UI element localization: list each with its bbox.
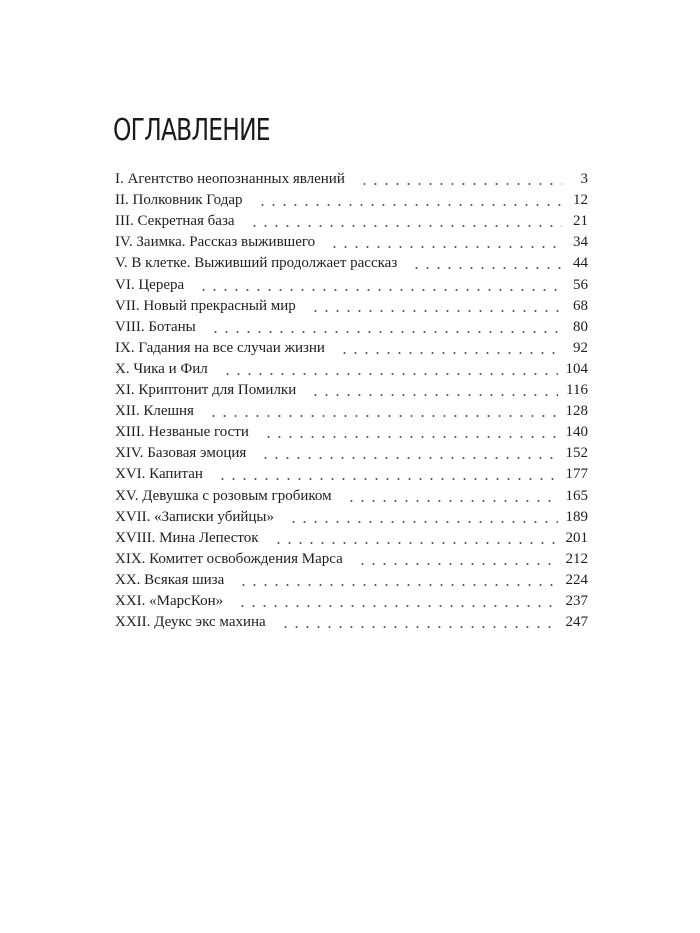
toc-entry: [115, 589, 588, 610]
toc-entry: [115, 568, 588, 589]
toc-entry: [115, 167, 588, 188]
toc-entry: [115, 420, 588, 441]
toc-entry-page-number: 116: [566, 382, 588, 399]
toc-entry-title: VI. Церера: [115, 276, 185, 293]
toc-entry: [115, 441, 588, 462]
toc-entry-title: IX. Гадания на все случаи жизни: [115, 339, 325, 356]
toc-entry: [115, 378, 588, 399]
toc-dot-leader: [310, 310, 562, 312]
toc-dot-leader: [310, 394, 558, 396]
toc-entry-title: XV. Девушка с розовым гробиком: [115, 487, 332, 504]
toc-entry: [115, 357, 588, 378]
toc-entry-page-number: 104: [565, 360, 588, 377]
toc-entry: [115, 399, 588, 420]
toc-entry-title: XX. Всякая шиза: [115, 571, 225, 588]
toc-entry-page-number: 3: [580, 171, 588, 188]
toc-entry-page-number: 212: [565, 550, 588, 567]
toc-entry-title: XIX. Комитет освобождения Марса: [115, 550, 343, 567]
toc-dot-leader: [249, 225, 562, 227]
toc-entry-title: VIII. Ботаны: [115, 318, 196, 335]
toc-entry: [115, 315, 588, 336]
toc-dot-leader: [280, 626, 558, 628]
toc-entry: [115, 294, 588, 315]
toc-entry-title: XIII. Незваные гости: [115, 424, 249, 441]
toc-entry: [115, 505, 588, 526]
toc-entry-page-number: 92: [573, 339, 588, 356]
toc-entry: [115, 336, 588, 357]
toc-entry-title: I. Агентство неопознанных явлений: [115, 171, 345, 188]
toc-dot-leader: [263, 436, 558, 438]
toc-entry-page-number: 189: [565, 508, 588, 525]
toc-entry-page-number: 44: [573, 255, 588, 272]
toc-entry-title: III. Секретная база: [115, 213, 235, 230]
toc-entry-title: XVII. «Записки убийцы»: [115, 508, 275, 525]
toc-entry-title: XIV. Базовая эмоция: [115, 445, 247, 462]
toc-dot-leader: [411, 267, 562, 269]
toc-entry-page-number: 21: [573, 213, 588, 230]
toc-dot-leader: [237, 605, 557, 607]
toc-dot-leader: [346, 500, 558, 502]
toc-entry-page-number: 34: [573, 234, 588, 251]
toc-entry: [115, 209, 588, 230]
toc-dot-leader: [329, 246, 562, 248]
toc-entry: [115, 610, 588, 631]
toc-title: ОГЛАВЛЕНИЕ: [113, 113, 270, 148]
toc-dot-leader: [357, 563, 558, 565]
toc-entry-page-number: 80: [573, 318, 588, 335]
toc-entry-title: XI. Криптонит для Помилки: [115, 382, 297, 399]
toc-dot-leader: [359, 183, 562, 185]
toc-entry-title: X. Чика и Фил: [115, 360, 208, 377]
toc-entry-page-number: 140: [565, 424, 588, 441]
toc-entry-title: VII. Новый прекрасный мир: [115, 297, 296, 314]
toc-entry-title: XVI. Капитан: [115, 466, 203, 483]
toc-entry-title: XXII. Деукс экс махина: [115, 614, 266, 631]
toc-dot-leader: [288, 521, 557, 523]
toc-entry-page-number: 68: [573, 297, 588, 314]
toc-entry: [115, 188, 588, 209]
toc-entry: [115, 483, 588, 504]
toc-entry-title: XVIII. Мина Лепесток: [115, 529, 259, 546]
toc-entry-page-number: 128: [565, 403, 588, 420]
toc-dot-leader: [273, 542, 558, 544]
toc-dot-leader: [339, 352, 562, 354]
toc-entry-page-number: 237: [565, 592, 588, 609]
toc-entry-title: V. В клетке. Выживший продолжает рассказ: [115, 255, 398, 272]
toc-entry: [115, 272, 588, 293]
toc-dot-leader: [208, 415, 558, 417]
toc-entry-page-number: 224: [565, 571, 588, 588]
toc-dot-leader: [198, 289, 562, 291]
toc-entry-page-number: 201: [565, 529, 588, 546]
toc-entry-title: XXI. «МарсКон»: [115, 592, 224, 609]
toc-dot-leader: [210, 331, 562, 333]
toc-entry-page-number: 165: [565, 487, 588, 504]
toc-entry: [115, 547, 588, 568]
toc-entry-title: II. Полковник Годар: [115, 192, 243, 209]
toc-entry-page-number: 152: [565, 445, 588, 462]
toc-dot-leader: [222, 373, 558, 375]
toc-entry-page-number: 177: [565, 466, 588, 483]
toc-entry-title: XII. Клешня: [115, 403, 194, 420]
toc-entry: [115, 251, 588, 272]
toc-list: [115, 167, 588, 631]
toc-dot-leader: [217, 478, 558, 480]
toc-dot-leader: [260, 457, 557, 459]
toc-entry: [115, 230, 588, 251]
toc-entry: [115, 462, 588, 483]
toc-dot-leader: [257, 204, 562, 206]
toc-entry: [115, 526, 588, 547]
toc-entry-title: IV. Заимка. Рассказ выжившего: [115, 234, 316, 251]
toc-dot-leader: [238, 584, 557, 586]
toc-entry-page-number: 12: [573, 192, 588, 209]
toc-entry-page-number: 247: [565, 614, 588, 631]
toc-entry-page-number: 56: [573, 276, 588, 293]
